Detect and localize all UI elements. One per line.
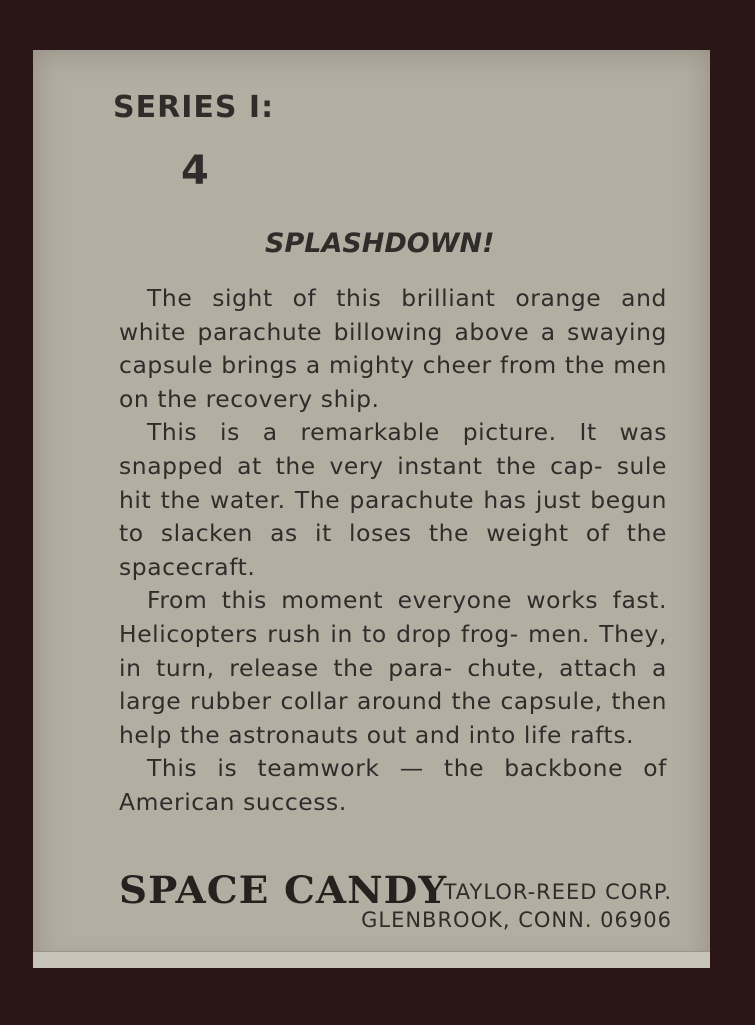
card-number: 4 bbox=[181, 148, 209, 194]
card-title: SPLASHDOWN! bbox=[265, 228, 495, 259]
company-location: GLENBROOK, CONN. 06906 bbox=[361, 908, 672, 932]
series-label: SERIES I: bbox=[113, 90, 275, 125]
paragraph: The sight of this brilliant orange and white parachute billowing above a swaying capsule brings a mighty cheer from the men on the recovery ship. bbox=[119, 284, 667, 413]
company-name: TAYLOR-REED CORP. bbox=[443, 880, 672, 904]
paragraph: This is a remarkable picture. It was snapped at the very instant the cap- sule hit the water. The parachute has just begun to slacken as it loses the weight of the spacecraft. bbox=[119, 418, 667, 581]
paragraph: From this moment everyone works fast. Helicopters rush in to drop frog- men. They, in turn, release the para- chute, attach a large rubber collar around the capsule, then help the astronauts out and into life rafts. bbox=[119, 586, 667, 749]
company-address bbox=[361, 878, 672, 934]
card-body-text bbox=[119, 282, 667, 820]
brand-logo: SPACE CANDY bbox=[119, 868, 448, 912]
paragraph: This is teamwork — the backbone of American success. bbox=[119, 754, 667, 816]
trading-card-back bbox=[33, 50, 710, 968]
